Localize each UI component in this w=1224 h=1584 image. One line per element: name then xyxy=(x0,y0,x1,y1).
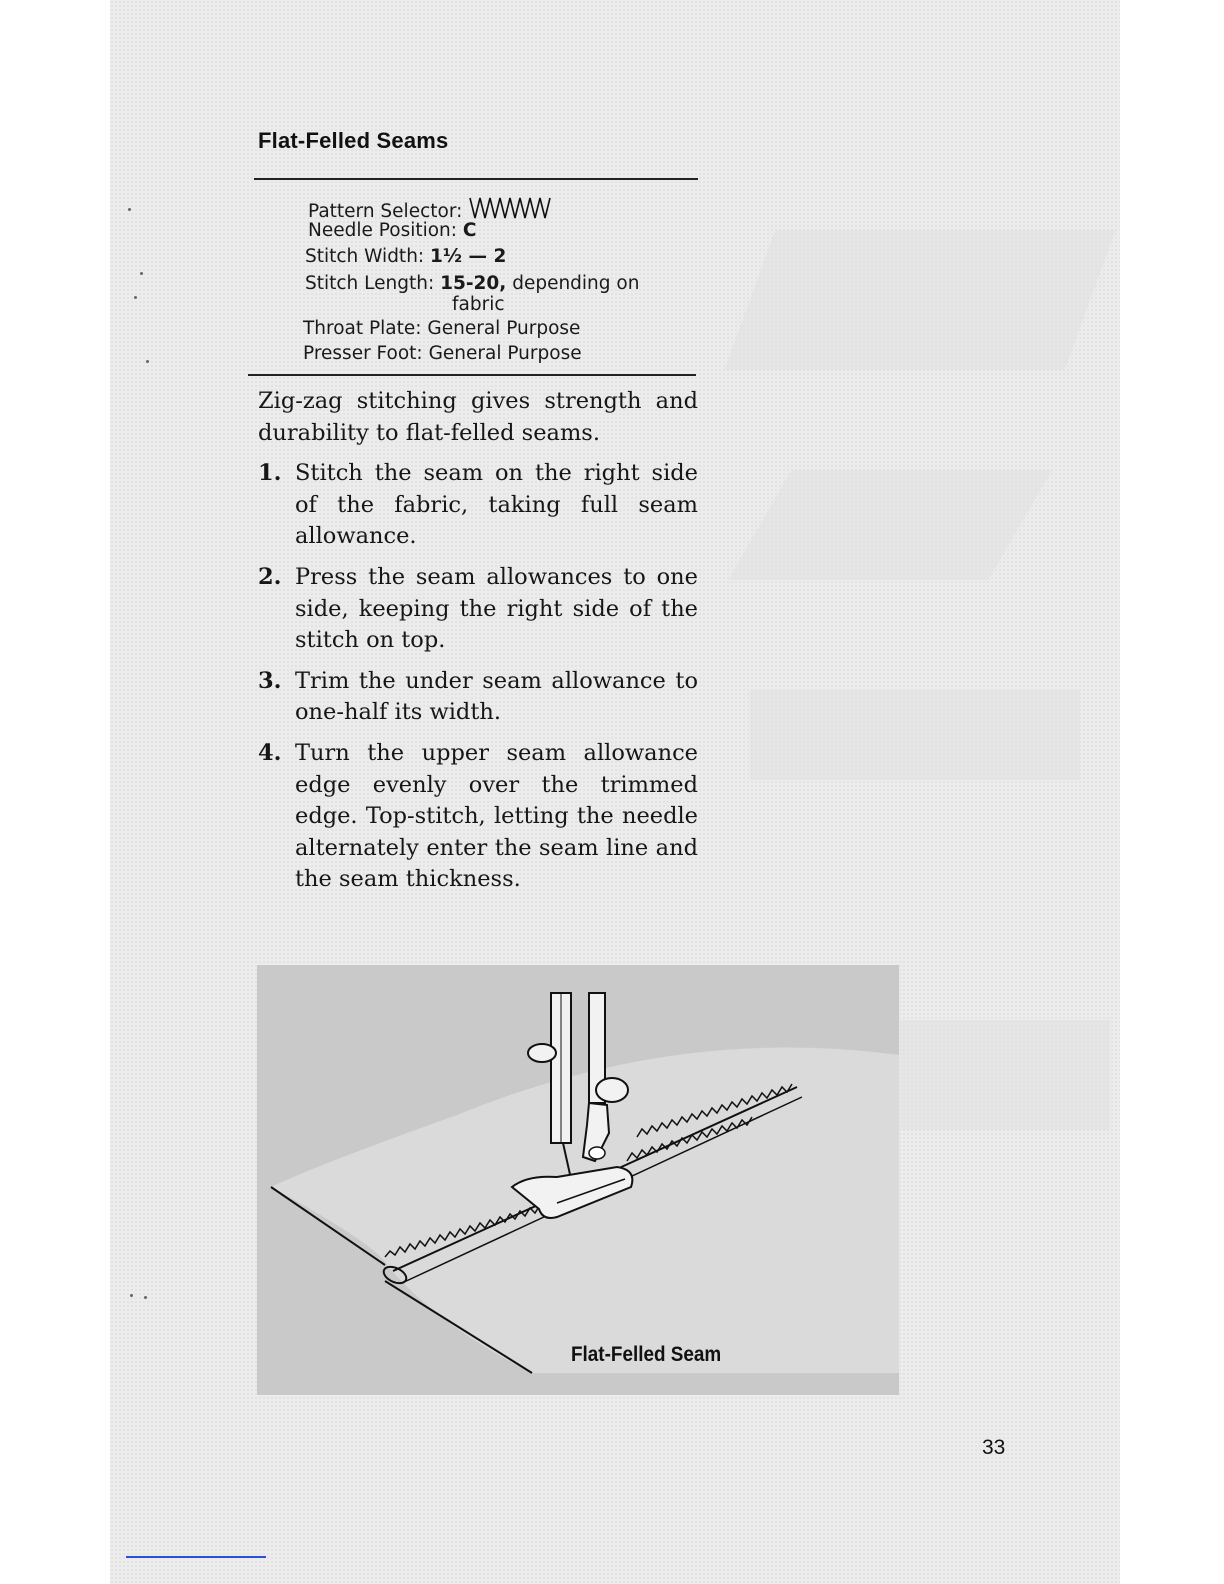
top-rule xyxy=(254,178,698,180)
list-item xyxy=(258,738,698,896)
stitch-width-value: 1½ — 2 xyxy=(430,246,507,267)
section-title: Flat-Felled Seams xyxy=(258,128,449,153)
step-number: 1. xyxy=(258,460,282,487)
throat-plate-label: Throat Plate: xyxy=(303,318,422,339)
bleed-through-shape xyxy=(728,470,1052,580)
needle-position-row xyxy=(308,220,476,241)
stitch-length-note-cont xyxy=(452,294,505,315)
scan-speck xyxy=(140,272,143,275)
list-item xyxy=(258,458,698,553)
step-text: Turn the upper seam allowance edge evenly over the trimmed edge. Top-stitch, letting the needle alternately enter the seam line and the seam thickness. xyxy=(295,739,698,893)
page-number: 33 xyxy=(982,1436,1006,1459)
throat-plate-value: General Purpose xyxy=(427,318,581,339)
presser-foot-sewing-seam-icon xyxy=(257,965,899,1395)
presser-foot-label: Presser Foot: xyxy=(303,343,423,364)
bleed-through-shape xyxy=(900,1020,1110,1130)
bleed-through-shape xyxy=(725,230,1116,370)
step-text: Stitch the seam on the right side of the fabric, taking full seam allowance. xyxy=(295,460,698,550)
stitch-length-note2: fabric xyxy=(452,294,505,315)
scan-speck xyxy=(144,1296,147,1299)
presser-foot-row xyxy=(303,343,582,364)
intro-paragraph: Zig-zag stitching gives strength and durability to flat-felled seams. xyxy=(258,388,698,446)
list-item xyxy=(258,562,698,657)
seam-illustration xyxy=(257,965,899,1395)
bottom-rule xyxy=(248,374,696,376)
stitch-length-row xyxy=(305,273,639,294)
needle-position-value: C xyxy=(462,220,477,241)
needle-position-label: Needle Position: xyxy=(308,220,458,241)
pattern-selector-label: Pattern Selector: xyxy=(308,201,463,222)
scan-speck xyxy=(146,360,149,363)
stitch-width-row xyxy=(305,246,506,267)
step-number: 2. xyxy=(258,563,282,590)
throat-plate-row xyxy=(303,318,580,339)
stitch-width-label: Stitch Width: xyxy=(305,246,425,267)
scan-speck xyxy=(134,296,137,299)
step-text: Press the seam allowances to one side, keeping the right side of the stitch on top. xyxy=(295,563,698,654)
step-number: 3. xyxy=(258,667,282,694)
scan-edge-mark xyxy=(126,1556,266,1558)
scan-speck xyxy=(128,208,131,211)
stitch-length-value: 15-20, xyxy=(440,273,507,294)
figure-caption: Flat-Felled Seam xyxy=(571,1343,722,1366)
step-number: 4. xyxy=(258,739,282,766)
bleed-through-shape xyxy=(750,690,1080,780)
zigzag-pattern-icon xyxy=(468,196,554,220)
stitch-length-label: Stitch Length: xyxy=(305,273,435,294)
instructions xyxy=(258,386,698,905)
step-text: Trim the under seam allowance to one-half its width. xyxy=(295,667,698,726)
pattern-selector-row xyxy=(308,193,554,222)
scan-speck xyxy=(130,1294,133,1297)
stitch-length-note: depending on xyxy=(512,273,640,294)
list-item xyxy=(258,666,698,729)
presser-foot-value: General Purpose xyxy=(428,343,582,364)
